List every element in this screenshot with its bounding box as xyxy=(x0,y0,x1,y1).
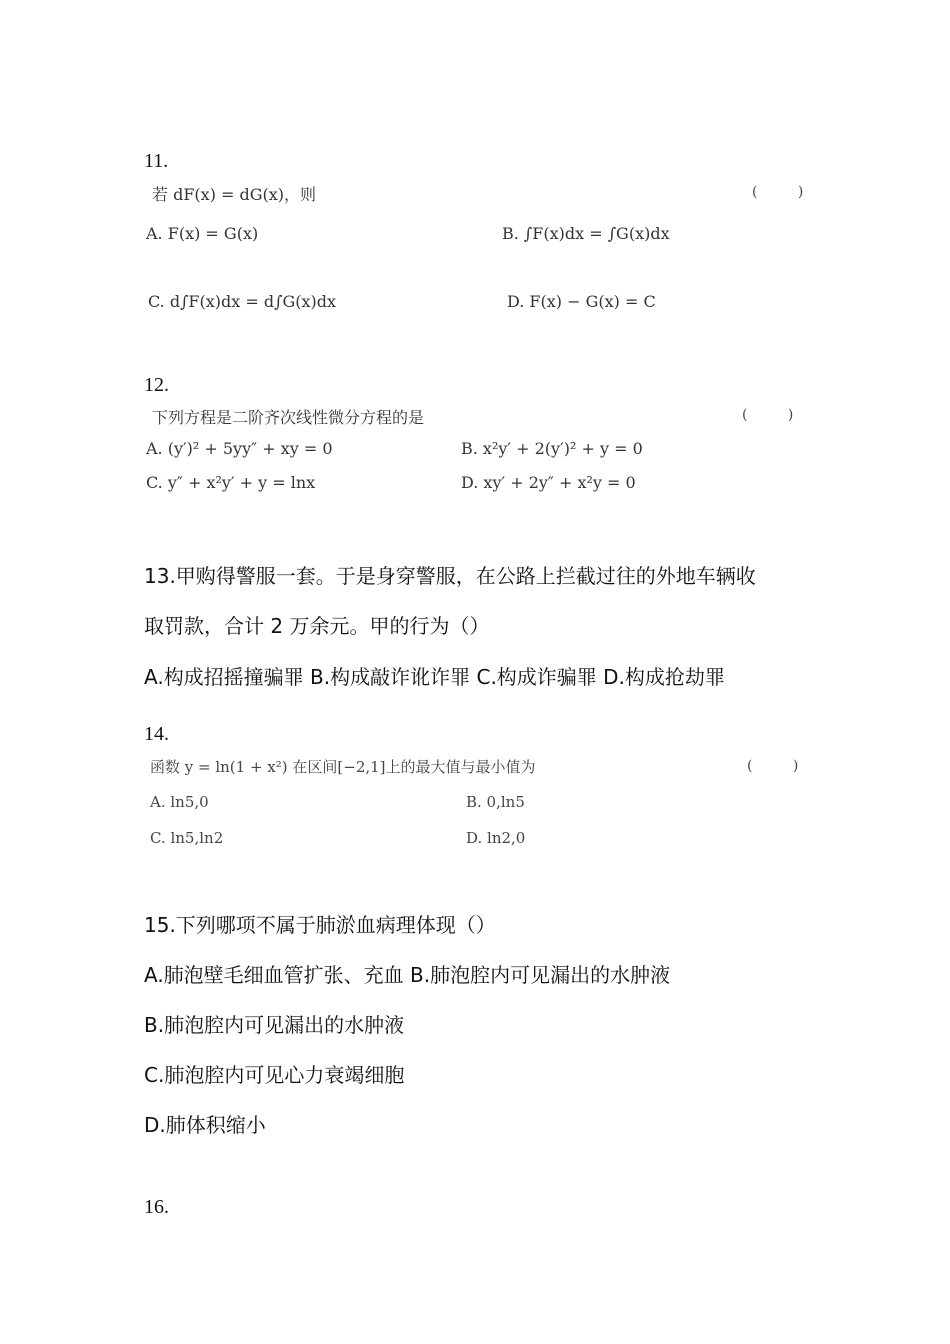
q11-stem: 若 dF(x) = dG(x)，则 xyxy=(152,185,317,204)
q12-answer-paren: ( ) xyxy=(742,407,812,423)
q15-option-c-line: C.肺泡腔内可见心力衰竭细胞 xyxy=(144,1063,405,1087)
q14-stem: 函数 y = ln(1 + x²) 在区间[−2,1]上的最大值与最小值为 xyxy=(150,758,536,776)
q12-number: 12. xyxy=(144,374,169,396)
q12-option-b: B. x²y′ + 2(y′)² + y = 0 xyxy=(461,439,643,458)
q11-option-a: A. F(x) = G(x) xyxy=(146,224,259,243)
q12-option-d: D. xy′ + 2y″ + x²y = 0 xyxy=(461,473,636,492)
q13-line-2: 取罚款，合计 2 万余元。甲的行为（） xyxy=(144,614,490,638)
q12-stem: 下列方程是二阶齐次线性微分方程的是 xyxy=(152,408,425,427)
q11-option-c: C. d∫F(x)dx = d∫G(x)dx xyxy=(148,292,337,311)
q11-option-b: B. ∫F(x)dx = ∫G(x)dx xyxy=(502,224,670,243)
q14-number: 14. xyxy=(144,723,169,745)
q15-option-d-line: D.肺体积缩小 xyxy=(144,1113,266,1137)
q14-answer-paren: ( ) xyxy=(747,758,817,774)
q14-option-a: A. ln5,0 xyxy=(150,793,209,811)
q14-option-c: C. ln5,ln2 xyxy=(150,829,224,847)
q11-answer-paren: ( ) xyxy=(752,184,822,200)
q12-option-a: A. (y′)² + 5yy″ + xy = 0 xyxy=(146,439,333,458)
q15-option-b-line: B.肺泡腔内可见漏出的水肿液 xyxy=(144,1013,405,1037)
q11-option-d: D. F(x) − G(x) = C xyxy=(507,292,656,311)
q14-option-b: B. 0,ln5 xyxy=(466,793,525,811)
q15-stem: 15.下列哪项不属于肺淤血病理体现（） xyxy=(144,913,496,937)
q16-number: 16. xyxy=(144,1196,169,1218)
q13-options: A.构成招摇撞骗罪 B.构成敲诈讹诈罪 C.构成诈骗罪 D.构成抢劫罪 xyxy=(144,665,725,689)
q13-line-1: 13.甲购得警服一套。于是身穿警服，在公路上拦截过往的外地车辆收 xyxy=(144,564,756,588)
q11-number: 11. xyxy=(144,150,169,172)
q14-option-d: D. ln2,0 xyxy=(466,829,526,847)
q12-option-c: C. y″ + x²y′ + y = lnx xyxy=(146,473,316,492)
q15-option-a-line: A.肺泡壁毛细血管扩张、充血 B.肺泡腔内可见漏出的水肿液 xyxy=(144,963,671,987)
